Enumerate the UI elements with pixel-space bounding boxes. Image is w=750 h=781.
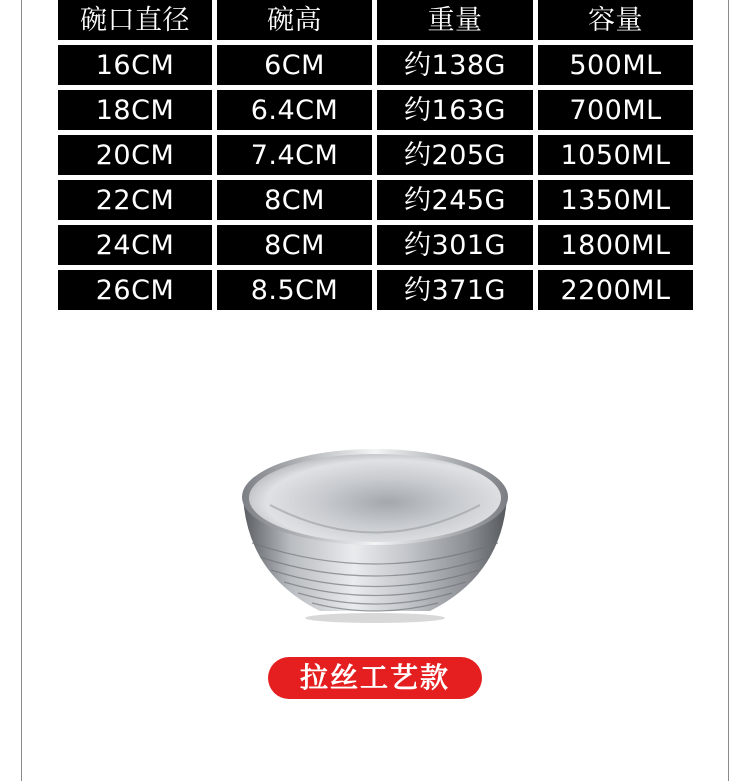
cell-diameter: 18CM [58, 90, 212, 130]
header-height: 碗高 [217, 0, 372, 40]
cell-height: 7.4CM [217, 135, 372, 175]
cell-height: 8CM [217, 180, 372, 220]
table-row [58, 180, 693, 220]
cell-diameter: 16CM [58, 45, 212, 85]
bowl-shadow [305, 613, 445, 623]
cell-height: 8CM [217, 225, 372, 265]
cell-diameter: 20CM [58, 135, 212, 175]
cell-capacity: 700ML [538, 90, 693, 130]
cell-capacity: 1050ML [538, 135, 693, 175]
craft-style-badge: 拉丝工艺款 [268, 657, 482, 699]
cell-weight: 约163G [377, 90, 533, 130]
cell-capacity: 500ML [538, 45, 693, 85]
cell-capacity: 1800ML [538, 225, 693, 265]
header-capacity: 容量 [538, 0, 693, 40]
header-weight: 重量 [377, 0, 533, 40]
spec-table [58, 0, 693, 315]
cell-height: 8.5CM [217, 270, 372, 310]
cell-weight: 约245G [377, 180, 533, 220]
cell-weight: 约301G [377, 225, 533, 265]
cell-weight: 约138G [377, 45, 533, 85]
cell-diameter: 26CM [58, 270, 212, 310]
stainless-steel-bowl-icon [240, 445, 510, 625]
cell-weight: 约371G [377, 270, 533, 310]
cell-weight: 约205G [377, 135, 533, 175]
header-diameter: 碗口直径 [58, 0, 212, 40]
table-row [58, 225, 693, 265]
cell-height: 6CM [217, 45, 372, 85]
cell-height: 6.4CM [217, 90, 372, 130]
table-row [58, 90, 693, 130]
cell-diameter: 24CM [58, 225, 212, 265]
table-header-row [58, 0, 693, 40]
table-row [58, 135, 693, 175]
cell-diameter: 22CM [58, 180, 212, 220]
right-border-line [728, 0, 729, 781]
bowl-interior [249, 454, 501, 542]
cell-capacity: 1350ML [538, 180, 693, 220]
left-border-line [21, 0, 22, 781]
table-row [58, 270, 693, 310]
cell-capacity: 2200ML [538, 270, 693, 310]
table-row [58, 45, 693, 85]
